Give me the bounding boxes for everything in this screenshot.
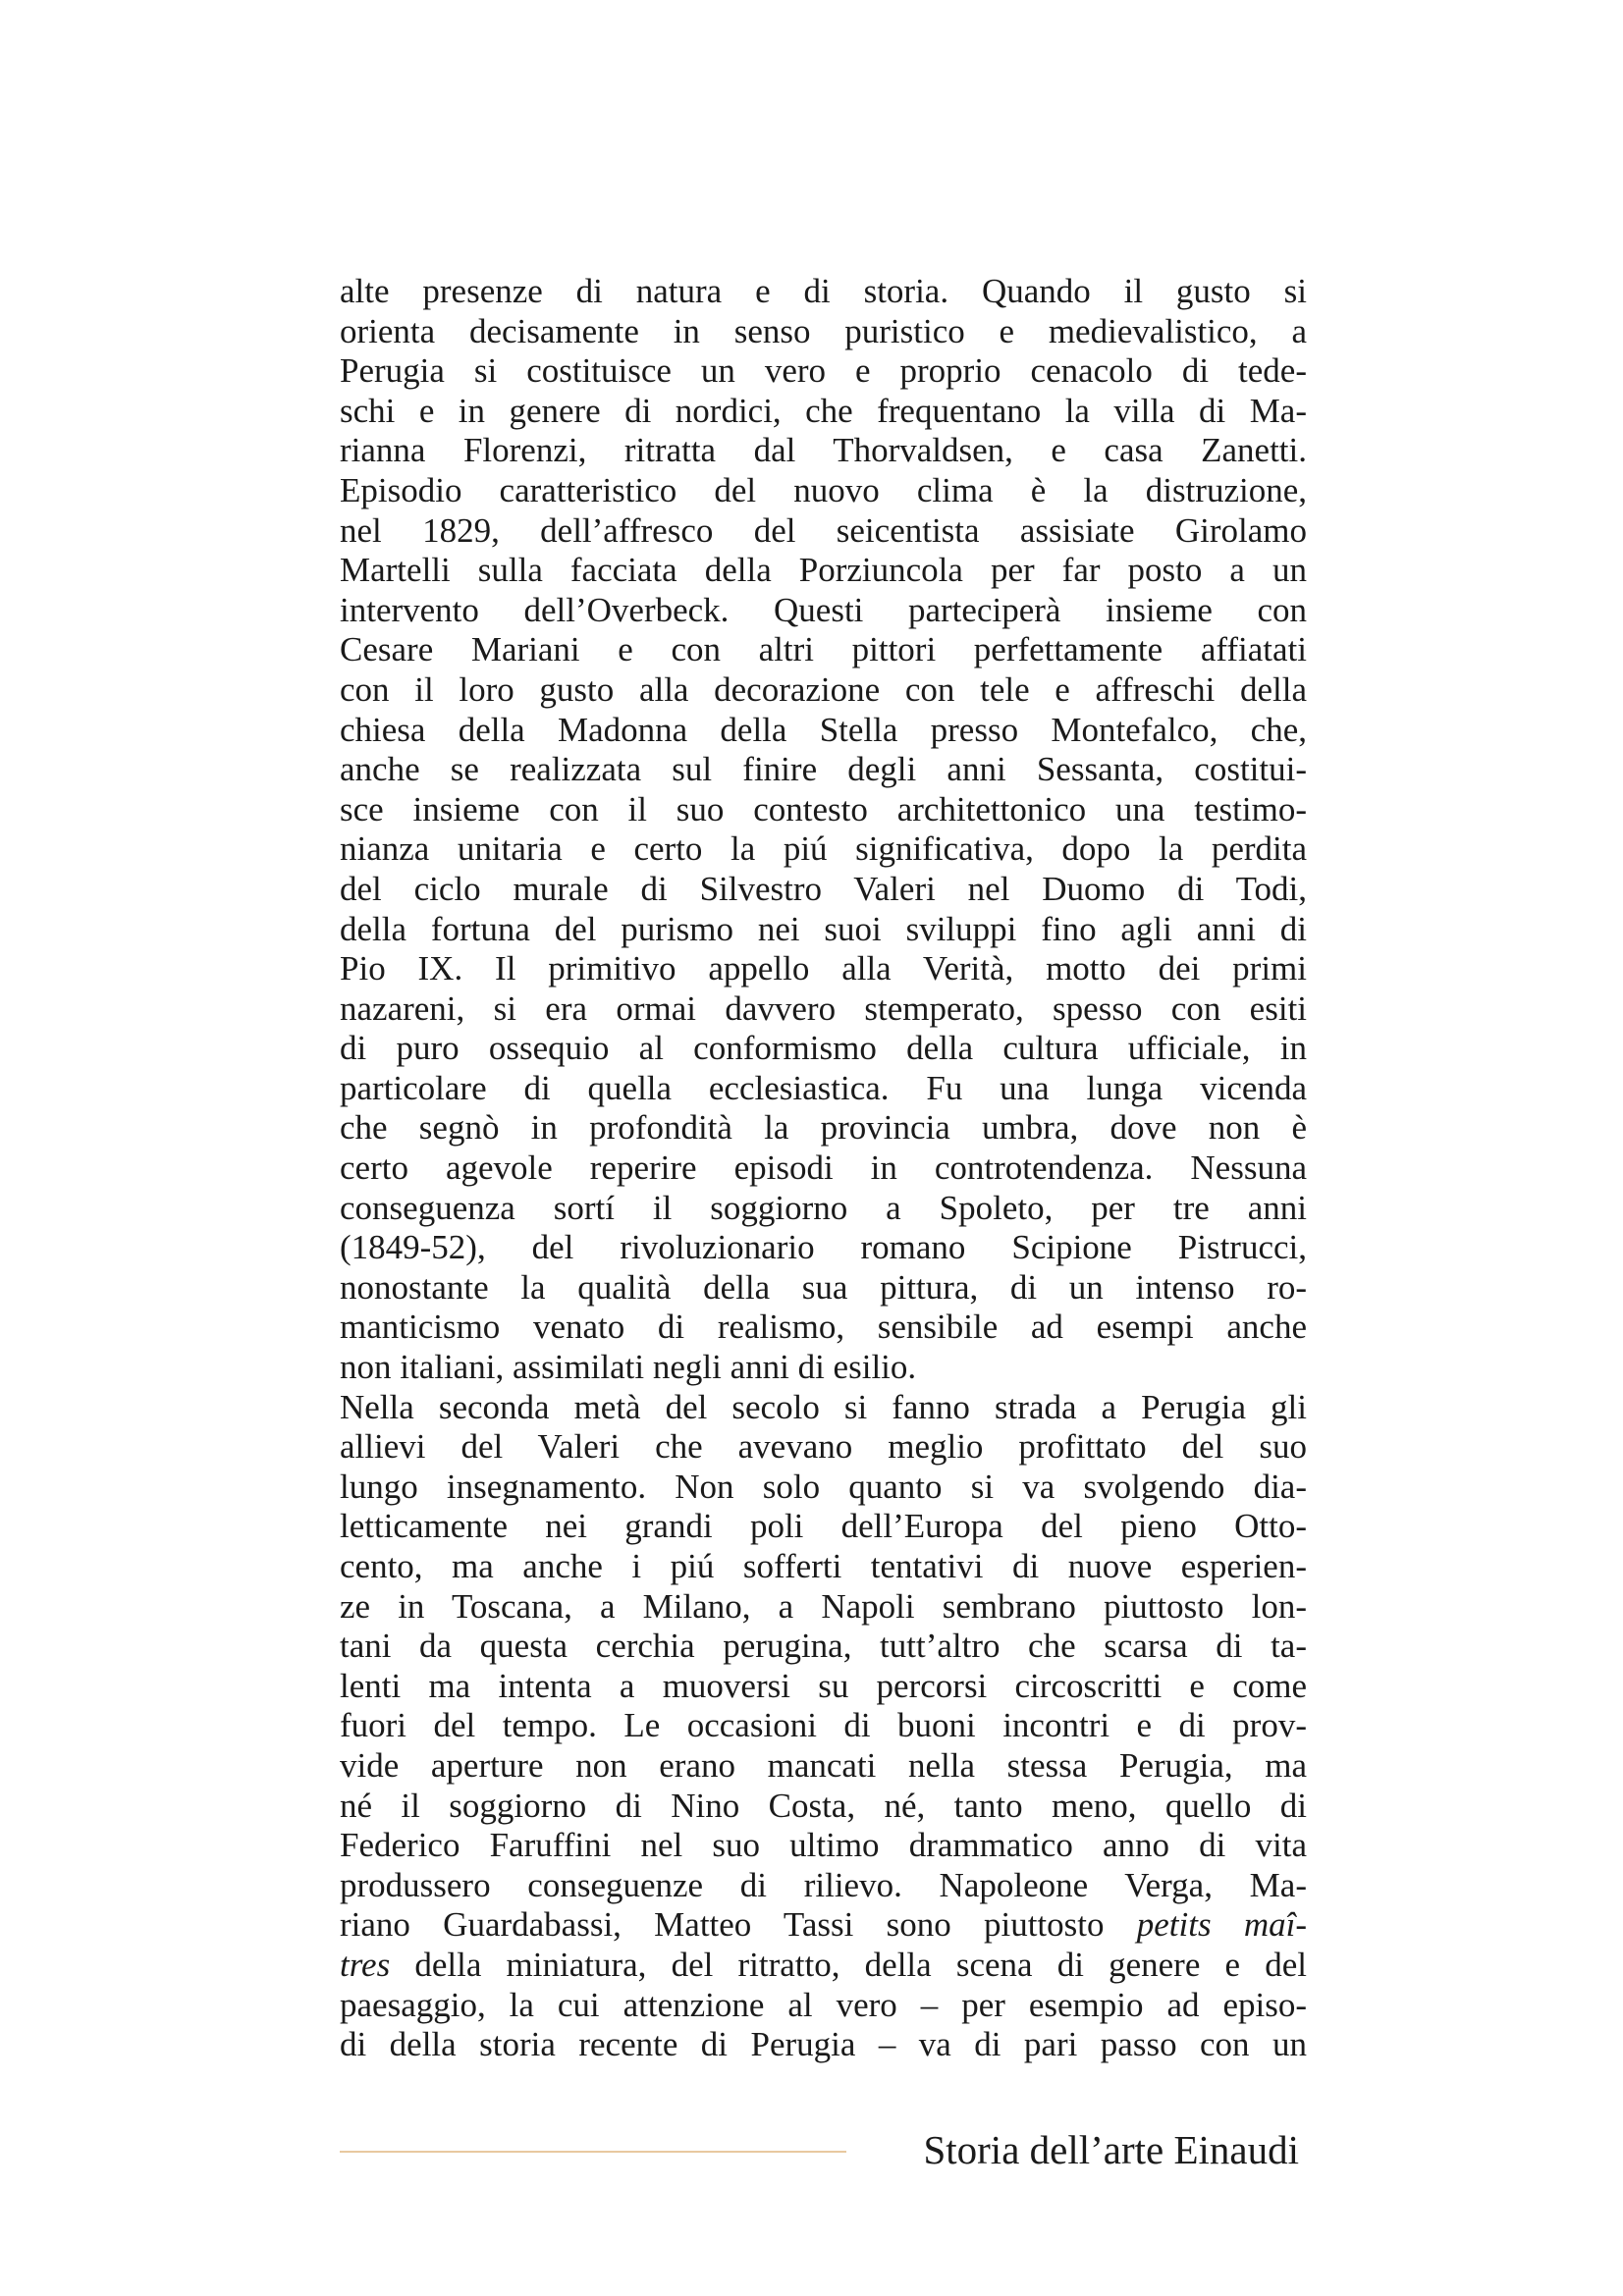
footer-title: Storia dell’arte Einaudi (923, 2127, 1299, 2172)
text-line: Episodio caratteristico del nuovo clima è la distruzione, (340, 470, 1307, 509)
text-line: (1849-52), del rivoluzionario romano Scipione Pistrucci, (340, 1228, 1307, 1267)
text-line: ze in Toscana, a Milano, a Napoli sembrano piuttosto lon- (340, 1586, 1307, 1626)
body-text (340, 272, 1307, 2065)
text-line: anche se realizzata sul finire degli anni Sessanta, costitui- (340, 750, 1307, 789)
text-line: certo agevole reperire episodi in controtendenza. Nessuna (340, 1148, 1307, 1188)
text-line: paesaggio, la cui attenzione al vero – per esempio ad episo- (340, 1985, 1307, 2024)
text-line: nianza unitaria e certo la piú significativa, dopo la perdita (340, 829, 1307, 869)
text-line: vide aperture non erano mancati nella stessa Perugia, ma (340, 1745, 1307, 1785)
text-line: che segnò in profondità la provincia umbra, dove non è (340, 1108, 1307, 1148)
text-segment: riano Guardabassi, Matteo Tassi sono piuttosto (340, 1905, 1137, 1945)
text-line: con il loro gusto alla decorazione con tele e affreschi della (340, 669, 1307, 709)
text-line (340, 1905, 1307, 1946)
text-line: nazareni, si era ormai davvero stemperato, spesso con esiti (340, 988, 1307, 1028)
text-line: sce insieme con il suo contesto architettonico una testimo- (340, 789, 1307, 828)
italic-text: tres (340, 1945, 391, 1984)
text-line: allievi del Valeri che avevano meglio profittato del suo (340, 1427, 1307, 1467)
text-line: schi e in genere di nordici, che frequentano la villa di Ma- (340, 391, 1307, 430)
text-line: Pio IX. Il primitivo appello alla Verità, motto dei primi (340, 949, 1307, 988)
text-line: del ciclo murale di Silvestro Valeri nel Duomo di Todi, (340, 869, 1307, 908)
text-line: lungo insegnamento. Non solo quanto si va svolgendo dia- (340, 1467, 1307, 1506)
text-line: alte presenze di natura e di storia. Quando il gusto si (340, 272, 1307, 310)
text-line: nonostante la qualità della sua pittura, di un intenso ro- (340, 1267, 1307, 1307)
text-line: chiesa della Madonna della Stella presso Montefalco, che, (340, 710, 1307, 749)
text-line: di della storia recente di Perugia – va di pari passo con un (340, 2025, 1307, 2064)
text-line (340, 1946, 1307, 1986)
text-line: orienta decisamente in senso puristico e medievalistico, a (340, 311, 1307, 350)
text-line: conseguenza sortí il soggiorno a Spoleto, per tre anni (340, 1188, 1307, 1227)
text-line: particolare di quella ecclesiastica. Fu una lunga vicenda (340, 1068, 1307, 1107)
text-line: lenti ma intenta a muoversi su percorsi circoscritti e come (340, 1666, 1307, 1705)
text-line: tani da questa cerchia perugina, tutt’altro che scarsa di ta- (340, 1627, 1307, 1666)
text-line: cento, ma anche i piú sofferti tentativi di nuove esperien- (340, 1547, 1307, 1585)
text-line: Cesare Mariani e con altri pittori perfettamente affiatati (340, 630, 1307, 669)
text-line: Martelli sulla facciata della Porziuncola per far posto a un (340, 551, 1307, 590)
text-line: di puro ossequio al conformismo della cultura ufficiale, in (340, 1029, 1307, 1068)
italic-text: petits maî- (1136, 1905, 1308, 1945)
text-line: fuori del tempo. Le occasioni di buoni incontri e di prov- (340, 1706, 1307, 1745)
text-line: né il soggiorno di Nino Costa, né, tanto meno, quello di (340, 1786, 1307, 1825)
footer-divider (340, 2151, 846, 2153)
text-segment: della miniatura, del ritratto, della scena di genere e del (390, 1945, 1307, 1984)
text-line: nel 1829, dell’affresco del seicentista assisiate Girolamo (340, 510, 1307, 550)
text-line: intervento dell’Overbeck. Questi parteciperà insieme con (340, 590, 1307, 629)
text-line: Federico Faruffini nel suo ultimo drammatico anno di vita (340, 1826, 1307, 1865)
text-line: letticamente nei grandi poli dell’Europa del pieno Otto- (340, 1507, 1307, 1546)
text-line: Perugia si costituisce un vero e proprio cenacolo di tede- (340, 351, 1307, 391)
text-line: Nella seconda metà del secolo si fanno strada a Perugia gli (340, 1387, 1307, 1426)
text-line: non italiani, assimilati negli anni di esilio. (340, 1348, 917, 1387)
text-line: produssero conseguenze di rilievo. Napoleone Verga, Ma- (340, 1865, 1307, 1904)
text-line: rianna Florenzi, ritratta dal Thorvaldsen, e casa Zanetti. (340, 431, 1307, 470)
text-line: manticismo venato di realismo, sensibile ad esempi anche (340, 1308, 1307, 1347)
text-line: della fortuna del purismo nei suoi sviluppi fino agli anni di (340, 909, 1307, 948)
